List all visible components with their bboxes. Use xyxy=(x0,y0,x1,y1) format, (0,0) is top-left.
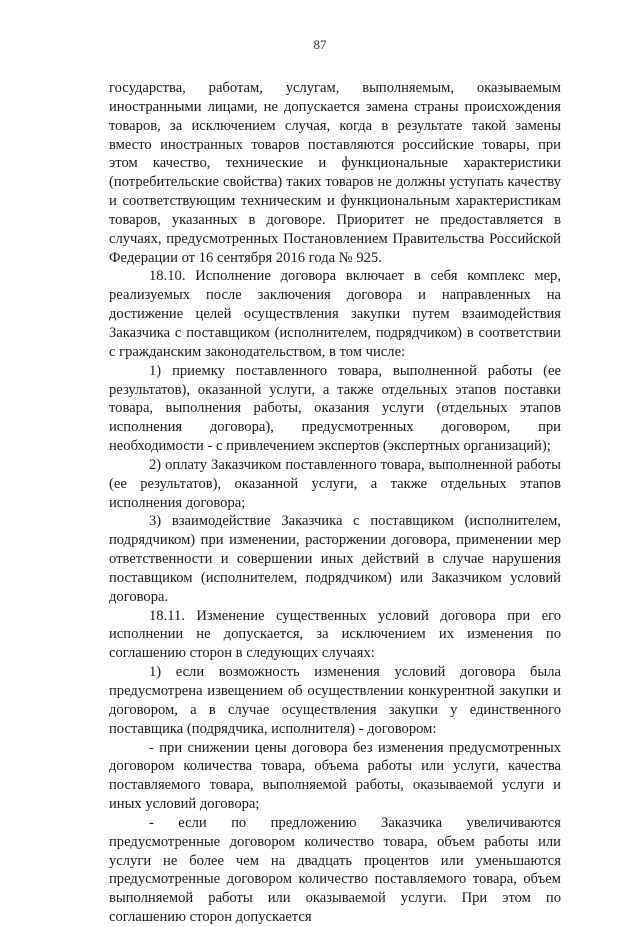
paragraph-18-10: 18.10. Исполнение договора включает в себя комплекс мер, реализуемых после заключения договора и направленных на достижение целей осуществления закупки путем взаимодействия Заказчика с поставщиком (исполнителем, подрядчиком) в соответствии с гражданским законодательством, в том числе: xyxy=(109,268,561,360)
dash-item-quantity-change: - если по предложению Заказчика увеличиваются предусмотренные договором количество товара, объем работы или услуги не более чем на двадцать процентов или уменьшаются предусмотренные договором количество поставляемого товара, объем выполняемой работы или оказываемой услуги. При этом по соглашению сторон допускается xyxy=(109,814,561,926)
list-item-acceptance: 1) приемку поставленного товара, выполненной работы (ее результатов), оказанной услуги, а также отдельных этапов поставки товара, выполнения работы, оказания услуги (отдельных этапов исполнения договора), предусмотренных договором, при необходимости - с привлечением экспертов (экспертных организаций); xyxy=(109,362,561,455)
page-number: 87 xyxy=(313,37,327,52)
dash-item-price-reduction: - при снижении цены договора без изменения предусмотренных договором количества товара, объема работы или услуги, качества поставляемого товара, выполняемой работы, оказываемой услуги и иных условий договора; xyxy=(109,739,561,813)
list-item-payment: 2) оплату Заказчиком поставленного товара, выполненной работы (ее результатов), оказанной услуги, а также отдельных этапов исполнения договора; xyxy=(109,456,561,511)
paragraph-18-11: 18.11. Изменение существенных условий договора при его исполнении не допускается, за исключением их изменения по соглашению сторон в следующих случаях: xyxy=(109,607,561,662)
paragraph-continuation: государства, работам, услугам, выполняемым, оказываемым иностранными лицами, не допускается замена страны происхождения товаров, за исключением случая, когда в результате такой замены вместо иностранных товаров поставляются российские товары, при этом качество, технические и функциональные характеристики (потребительские свойства) таких товаров не должны уступать качеству и соответствующим техническим и функциональным характеристикам товаров, указанных в договоре. Приоритет не предоставляется в случаях, предусмотренных Постановлением Правительства Российской Федерации от 16 сентября 2016 года № 925. xyxy=(109,80,561,266)
list-item-contract-change-1: 1) если возможность изменения условий договора была предусмотрена извещением об осуществлении конкурентной закупки и договором, а в случае осуществления закупки у единственного поставщика (подрядчика, исполнителя) - договором: xyxy=(109,664,561,737)
list-item-interaction: 3) взаимодействие Заказчика с поставщиком (исполнителем, подрядчиком) при изменении, расторжении договора, применении мер ответственности и совершении иных действий в случае нарушения поставщиком (исполнителем, подрядчиком) или Заказчиком условий договора. xyxy=(109,513,561,605)
document-body xyxy=(109,79,561,927)
